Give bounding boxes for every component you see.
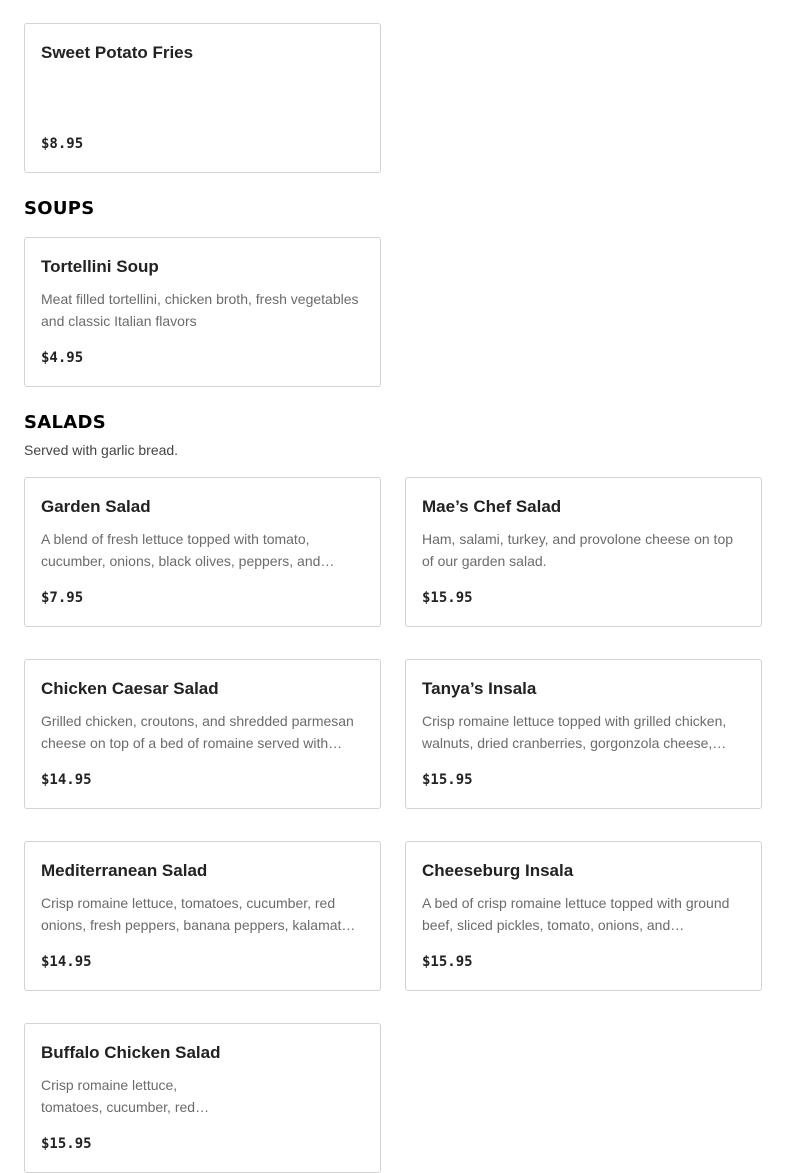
menu-item-card[interactable]: [24, 659, 381, 809]
menu-item-description: Crisp romaine lettuce, tomatoes, cucumber, red onions, fresh peppers, banana peppers, kalamat…: [41, 895, 356, 933]
menu-item-description: A bed of crisp romaine lettuce topped with ground beef, sliced pickles, tomato, onions, and…: [422, 895, 730, 933]
menu-item-card[interactable]: [24, 1023, 381, 1173]
menu-item-description: Crisp romaine lettuce topped with grilled chicken, walnuts, dried cranberries, gorgonzola cheese,…: [422, 713, 727, 751]
menu-item-description: A blend of fresh lettuce topped with tomato, cucumber, onions, black olives, peppers, and…: [41, 531, 335, 569]
menu-item-name: Mae’s Chef Salad: [422, 497, 562, 516]
menu-item-card[interactable]: [24, 477, 381, 627]
menu-item-description: Ham, salami, turkey, and provolone cheese on top of our garden salad.: [422, 531, 734, 569]
section-title-soups: SOUPS: [24, 198, 95, 219]
menu-item-name: Garden Salad: [41, 497, 151, 516]
menu-item-price: $15.95: [41, 1136, 92, 1152]
menu-item-price: $15.95: [422, 954, 473, 970]
menu-item-price: $8.95: [41, 136, 84, 152]
menu-item-card[interactable]: [24, 841, 381, 991]
menu-item-name: Buffalo Chicken Salad: [41, 1043, 221, 1062]
menu-item-card[interactable]: [405, 841, 762, 991]
menu-item-name: Tortellini Soup: [41, 257, 159, 276]
section-title-salads: SALADS: [24, 412, 107, 433]
menu-item-price: $4.95: [41, 350, 84, 366]
menu-item-card[interactable]: [24, 23, 381, 173]
menu-item-description: Crisp romaine lettuce, tomatoes, cucumber, red…: [41, 1077, 210, 1115]
menu-item-name: Mediterranean Salad: [41, 861, 208, 880]
menu-item-name: Chicken Caesar Salad: [41, 679, 219, 698]
menu-item-card[interactable]: [405, 659, 762, 809]
menu-item-price: $15.95: [422, 590, 473, 606]
menu-item-price: $14.95: [41, 954, 92, 970]
section-note: Served with garlic bread.: [24, 442, 179, 458]
menu-item-description: Grilled chicken, croutons, and shredded parmesan cheese on top of a bed of romaine served with…: [41, 713, 354, 751]
menu-item-price: $7.95: [41, 590, 84, 606]
menu-item-card[interactable]: [405, 477, 762, 627]
menu-item-name: Sweet Potato Fries: [41, 43, 194, 62]
menu-item-card[interactable]: [24, 237, 381, 387]
menu-item-name: Tanya’s Insala: [422, 679, 537, 698]
menu-item-name: Cheeseburg Insala: [422, 861, 574, 880]
menu-item-price: $15.95: [422, 772, 473, 788]
menu-item-description: Meat filled tortellini, chicken broth, fresh vegetables and classic Italian flavors: [41, 291, 359, 329]
menu-item-price: $14.95: [41, 772, 92, 788]
